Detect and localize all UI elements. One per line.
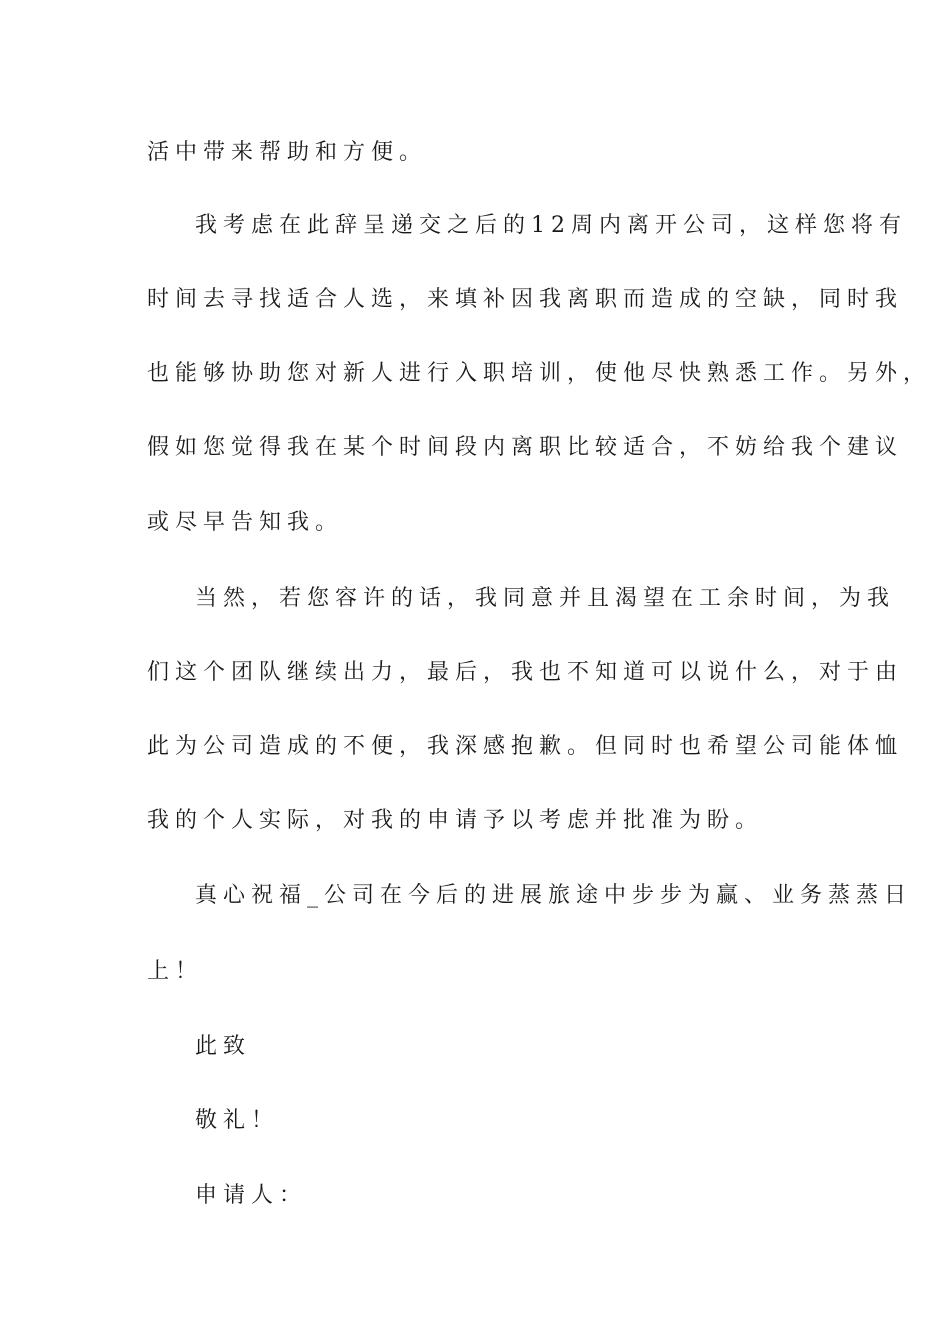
paragraph-line: 或尽早告知我。	[147, 510, 344, 535]
paragraph-line: 时间去寻找适合人选，来填补因我离职而造成的空缺，同时我	[147, 287, 904, 312]
paragraph-line: 也能够协助您对新人进行入职培训，使他尽快熟悉工作。另外，	[147, 361, 932, 386]
paragraph-line: 假如您觉得我在某个时间段内离职比较适合，不妨给我个建议	[147, 435, 904, 460]
paragraph-line: 上！	[147, 959, 204, 984]
paragraph-line: 活中带来帮助和方便。	[147, 140, 428, 165]
paragraph-line: 此为公司造成的不便，我深感抱歉。但同时也希望公司能体恤	[147, 734, 904, 759]
paragraph-line: 我的个人实际，对我的申请予以考虑并批准为盼。	[147, 808, 764, 833]
closing-regards: 敬礼！	[195, 1108, 280, 1133]
paragraph-line: 当然，若您容许的话，我同意并且渴望在工余时间，为我	[195, 586, 896, 611]
paragraph-line: 我考虑在此辞呈递交之后的12周内离开公司，这样您将有	[195, 213, 907, 238]
paragraph-line: 们这个团队继续出力，最后，我也不知道可以说什么，对于由	[147, 660, 904, 685]
paragraph-line: 真心祝福_公司在今后的进展旅途中步步为赢、业务蒸蒸日	[195, 883, 913, 908]
closing-salutation: 此致	[195, 1034, 252, 1059]
signature-label: 申请人：	[195, 1183, 308, 1208]
